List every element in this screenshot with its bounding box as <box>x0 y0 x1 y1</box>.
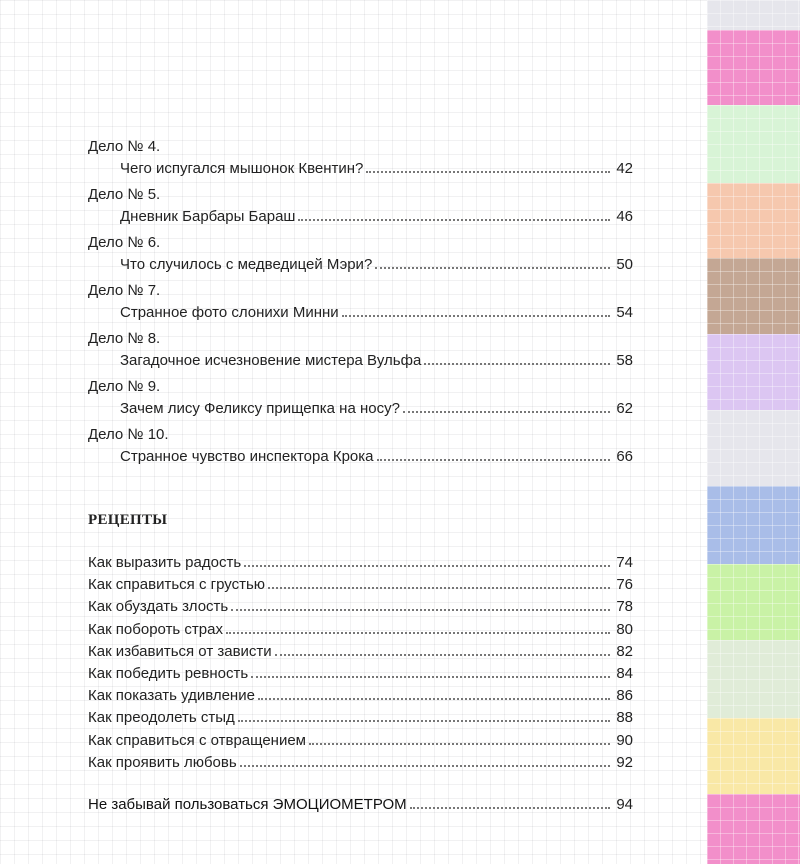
case-label: Дело № 9. <box>88 378 161 395</box>
page-number: 80 <box>616 620 633 638</box>
toc-entry[interactable] <box>88 552 633 574</box>
toc-entry[interactable] <box>88 397 633 420</box>
dot-leader <box>238 720 610 722</box>
toc-entry[interactable] <box>88 596 633 618</box>
dot-leader <box>375 267 610 269</box>
dot-leader <box>231 609 610 611</box>
case-item <box>88 329 633 372</box>
case-item <box>88 425 633 468</box>
color-swatch <box>707 0 800 30</box>
page-number: 66 <box>616 448 633 465</box>
page-number: 54 <box>616 304 633 321</box>
page-number: 78 <box>616 598 633 616</box>
toc-entry[interactable] <box>88 619 633 641</box>
toc-entry[interactable] <box>88 641 633 663</box>
case-item <box>88 185 633 228</box>
entry-title: Зачем лису Феликсу прищепка на носу? <box>120 400 400 417</box>
case-label: Дело № 7. <box>88 282 161 299</box>
entry-title: Как показать удивление <box>88 687 255 705</box>
page-number: 58 <box>616 352 633 369</box>
entry-title: Как справиться с грустью <box>88 576 266 594</box>
page-number: 74 <box>616 554 633 571</box>
color-swatch <box>707 640 800 718</box>
toc-entry[interactable] <box>88 663 633 685</box>
emotiometer-entry[interactable] <box>88 793 633 816</box>
dot-leader <box>298 219 610 221</box>
toc-entry[interactable] <box>88 752 633 774</box>
case-label: Дело № 6. <box>88 234 161 251</box>
color-swatch <box>707 105 800 183</box>
case-item <box>88 377 633 420</box>
entry-title: Странное чувство инспектора Крока <box>120 448 374 465</box>
entry-title: Чего испугался мышонок Квентин? <box>120 160 364 177</box>
dot-leader <box>366 171 610 173</box>
entry-title: Как справиться с отвращением <box>88 731 306 749</box>
case-item <box>88 233 633 276</box>
color-swatch <box>707 334 800 410</box>
page-number: 92 <box>616 753 633 771</box>
entry-title: Как проявить любовь <box>88 753 237 771</box>
entry-title: Не забывай пользоваться ЭМОЦИОМЕТРОМ <box>88 795 407 813</box>
entry-title: Что случилось с медведицей Мэри? <box>120 256 373 273</box>
color-swatch <box>707 30 800 105</box>
entry-title: Как обуздать злость <box>88 598 229 616</box>
dot-leader <box>403 411 610 413</box>
case-label: Дело № 8. <box>88 330 161 347</box>
page-number: 46 <box>616 208 633 225</box>
entry-title: Как выразить радость <box>88 554 242 571</box>
color-swatch <box>707 564 800 640</box>
dot-leader <box>275 654 610 656</box>
entry-title: Загадочное исчезновение мистера Вульфа <box>120 352 422 369</box>
case-label: Дело № 5. <box>88 186 161 203</box>
dot-leader <box>258 698 610 700</box>
page-number: 82 <box>616 642 633 660</box>
page-number: 88 <box>616 709 633 727</box>
page-number: 90 <box>616 731 633 749</box>
color-swatch <box>707 718 800 794</box>
case-item <box>88 281 633 324</box>
toc-entry[interactable] <box>88 445 633 468</box>
color-swatch <box>707 410 800 486</box>
dot-leader <box>251 676 610 678</box>
toc-entry[interactable] <box>88 157 633 180</box>
toc-entry[interactable] <box>88 349 633 372</box>
entry-title: Как преодолеть стыд <box>88 709 235 727</box>
dot-leader <box>342 315 610 317</box>
page-number: 50 <box>616 256 633 273</box>
color-swatch-strip <box>707 0 800 864</box>
page-number: 42 <box>616 160 633 177</box>
entry-title: Как победить ревность <box>88 664 249 682</box>
entry-title: Странное фото слонихи Минни <box>120 304 339 321</box>
dot-leader <box>226 632 610 634</box>
entry-title: Как побороть страх <box>88 620 223 638</box>
toc-entry[interactable] <box>88 301 633 324</box>
toc-entry[interactable] <box>88 685 633 707</box>
color-swatch <box>707 258 800 334</box>
dot-leader <box>244 565 610 567</box>
dot-leader <box>410 807 610 809</box>
color-swatch <box>707 794 800 864</box>
page-number: 94 <box>616 795 633 813</box>
entry-title: Дневник Барбары Бараш <box>120 208 296 225</box>
toc-entry[interactable] <box>88 574 633 596</box>
case-label: Дело № 4. <box>88 138 161 155</box>
dot-leader <box>377 459 610 461</box>
toc-entry[interactable] <box>88 730 633 752</box>
toc-entry[interactable] <box>88 205 633 228</box>
case-label: Дело № 10. <box>88 426 169 443</box>
page-number: 76 <box>616 576 633 594</box>
dot-leader <box>240 765 610 767</box>
page-number: 86 <box>616 687 633 705</box>
page-number: 62 <box>616 400 633 417</box>
case-item <box>88 137 633 180</box>
cases-list <box>88 137 633 468</box>
entry-title: Как избавиться от зависти <box>88 642 272 660</box>
dot-leader <box>424 363 610 365</box>
dot-leader <box>268 587 610 589</box>
recipes-list <box>88 552 633 774</box>
color-swatch <box>707 183 800 258</box>
toc-entry[interactable] <box>88 707 633 729</box>
dot-leader <box>309 743 610 745</box>
color-swatch <box>707 486 800 564</box>
toc-entry[interactable] <box>88 253 633 276</box>
recipes-heading: РЕЦЕПТЫ <box>88 512 168 528</box>
table-of-contents <box>88 137 633 816</box>
page-number: 84 <box>616 664 633 682</box>
